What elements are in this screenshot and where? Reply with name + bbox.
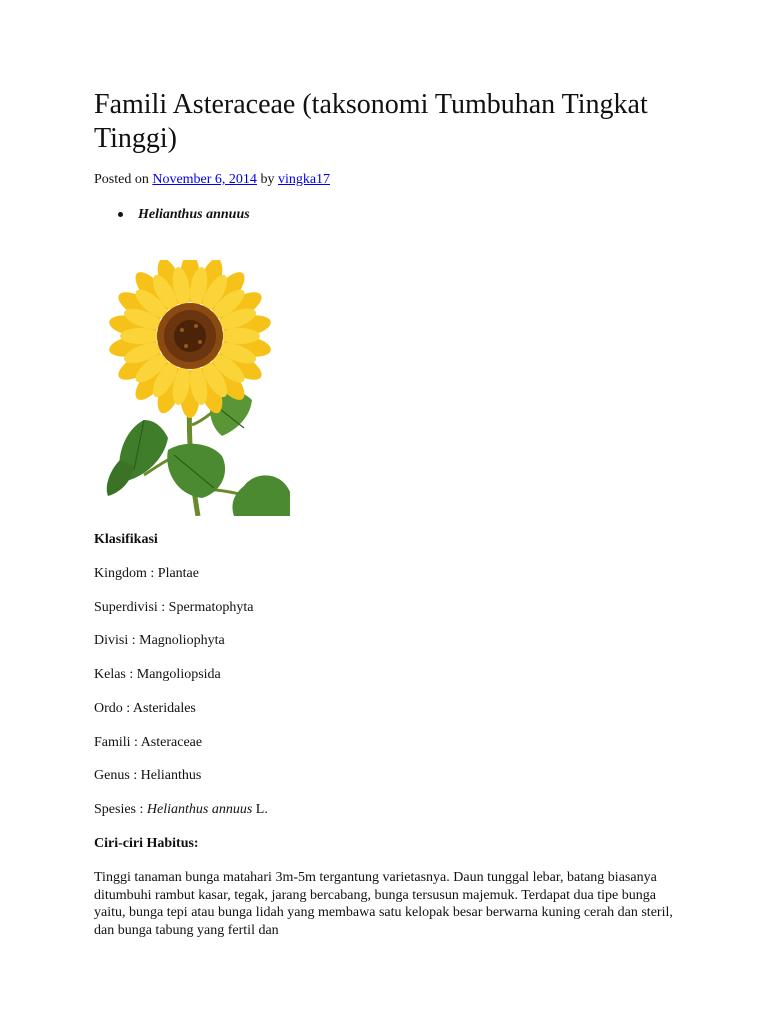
habitus-heading: Ciri-ciri Habitus: bbox=[94, 836, 199, 851]
classification-heading: Klasifikasi bbox=[94, 532, 158, 547]
classification-row bbox=[94, 632, 225, 650]
row-label: Kelas : bbox=[94, 667, 137, 682]
classification-row bbox=[94, 565, 199, 583]
row-label: Ordo : bbox=[94, 701, 133, 716]
author-link[interactable]: vingka17 bbox=[277, 172, 331, 187]
bullet-list bbox=[116, 206, 250, 224]
row-label: Superdivisi : bbox=[94, 600, 169, 615]
bullet-dot bbox=[118, 212, 123, 217]
post-date-link[interactable]: November 6, 2014 bbox=[152, 172, 257, 187]
classification-row bbox=[94, 599, 253, 617]
species-name: Helianthus annuus bbox=[146, 802, 253, 817]
species-bullet: Helianthus annuus bbox=[138, 207, 250, 222]
row-label: Kingdom : bbox=[94, 566, 158, 581]
row-value: Magnoliophyta bbox=[139, 633, 225, 648]
species-row bbox=[94, 801, 268, 819]
posted-on-label: Posted on bbox=[94, 172, 149, 187]
sunflower-image bbox=[104, 260, 290, 516]
row-value: Plantae bbox=[157, 566, 199, 581]
row-value: Asteraceae bbox=[140, 735, 203, 750]
row-label: Famili : bbox=[94, 735, 141, 750]
classification-row bbox=[94, 700, 196, 718]
row-value: Helianthus bbox=[140, 768, 202, 783]
classification-row bbox=[94, 734, 202, 752]
by-label: by bbox=[260, 172, 275, 187]
row-label: Spesies : bbox=[94, 802, 147, 817]
row-label: Divisi : bbox=[94, 633, 140, 648]
classification-row bbox=[94, 767, 201, 785]
row-value: Asteridales bbox=[132, 701, 196, 716]
classification-row bbox=[94, 666, 221, 684]
row-value: Spermatophyta bbox=[168, 600, 254, 615]
post-meta bbox=[94, 171, 330, 189]
row-label: Genus : bbox=[94, 768, 141, 783]
row-value: Mangoliopsida bbox=[136, 667, 221, 682]
list-item bbox=[116, 206, 250, 224]
habitus-paragraph: Tinggi tanaman bunga matahari 3m-5m tergantung varietasnya. Daun tunggal lebar, batang biasanya ditumbuhi rambut kasar, tegak, jarang bercabang, bunga tersusun majemuk. Terdapat dua tipe bunga yaitu, bunga tepi atau bunga lidah yang membawa satu kelopak besar berwarna kuning cerah dan steril, dan bunga tabung yang fertil dan bbox=[94, 870, 673, 938]
species-author: L. bbox=[252, 802, 268, 817]
page-title: Famili Asteraceae (taksonomi Tumbuhan Tingkat Tinggi) bbox=[94, 89, 648, 154]
